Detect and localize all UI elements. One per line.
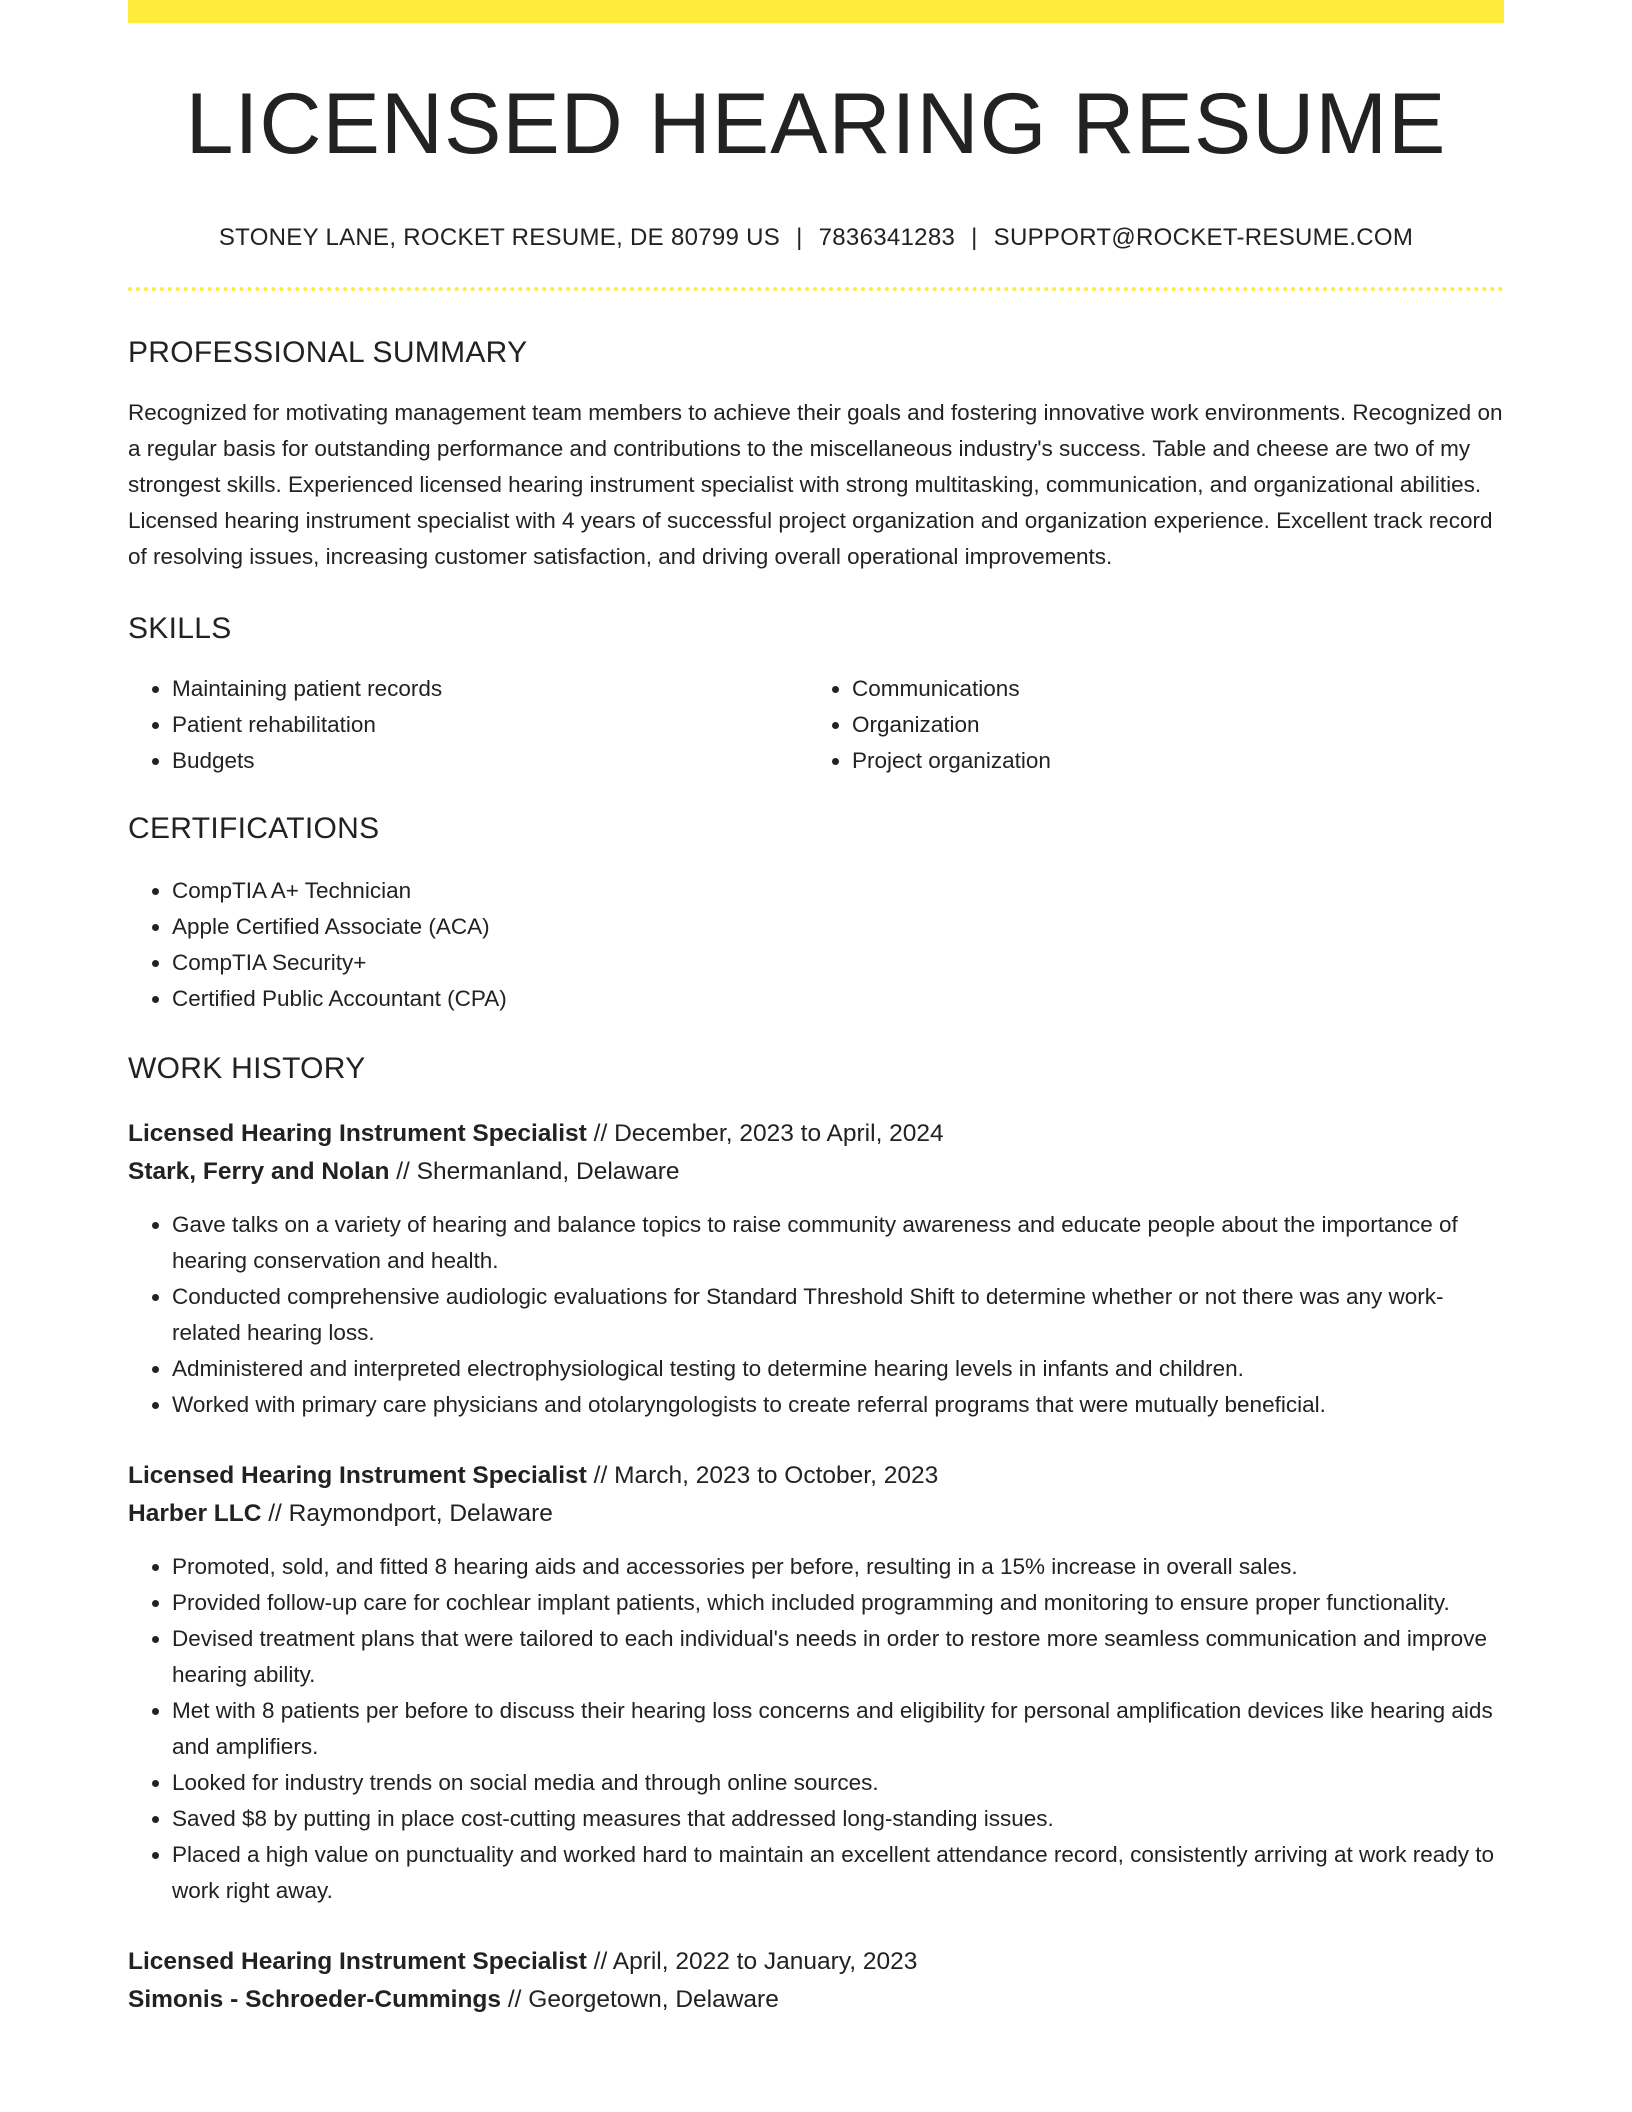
job-bullet: • Devised treatment plans that were tailored to each individual's needs in order to restore more seamless communication and improve hearing ability.	[172, 1621, 1504, 1693]
job-separator: //	[593, 1948, 608, 1975]
summary-heading: PROFESSIONAL SUMMARY	[128, 336, 528, 369]
contact-separator: |	[796, 224, 803, 251]
job-dates: March, 2023 to October, 2023	[614, 1462, 939, 1489]
contact-address: STONEY LANE, ROCKET RESUME, DE 80799 US	[218, 224, 781, 251]
skill-item: • Project organization	[852, 743, 1488, 779]
job-dates: April, 2022 to January, 2023	[612, 1948, 918, 1975]
certification-item: • CompTIA Security+	[172, 945, 1504, 981]
job-separator: //	[593, 1120, 608, 1147]
job-separator: //	[507, 1986, 522, 2013]
job-company: Stark, Ferry and Nolan	[128, 1158, 390, 1185]
resume-page	[128, 0, 1504, 2019]
work-history-heading: WORK HISTORY	[128, 1052, 366, 1085]
job-bullet: • Administered and interpreted electrophysiological testing to determine hearing levels in infants and children.	[172, 1351, 1504, 1387]
job-role-line	[128, 1943, 1504, 1981]
skills-grid	[128, 671, 1504, 779]
job-bullet: • Provided follow-up care for cochlear implant patients, which included programming and monitoring to ensure proper functionality.	[172, 1585, 1504, 1621]
job-entry	[128, 1457, 1504, 1909]
job-separator: //	[593, 1462, 608, 1489]
job-entry	[128, 1115, 1504, 1423]
job-separator: //	[268, 1500, 282, 1527]
job-location: Shermanland, Delaware	[416, 1158, 680, 1185]
job-role: Licensed Hearing Instrument Specialist	[128, 1948, 587, 1975]
certification-item: • CompTIA A+ Technician	[172, 873, 1504, 909]
job-dates: December, 2023 to April, 2024	[614, 1120, 944, 1147]
contact-separator: |	[971, 224, 978, 251]
job-bullet: • Conducted comprehensive audiologic evaluations for Standard Threshold Shift to determine whether or not there was any work-related hearing loss.	[172, 1279, 1504, 1351]
resume-title: LICENSED HEARING RESUME	[185, 76, 1447, 172]
certifications-heading: CERTIFICATIONS	[128, 812, 380, 845]
job-role: Licensed Hearing Instrument Specialist	[128, 1120, 587, 1147]
job-company-line	[128, 1981, 1504, 2019]
certification-item: • Apple Certified Associate (ACA)	[172, 909, 1504, 945]
job-bullets	[128, 1207, 1504, 1423]
job-company-line	[128, 1495, 1504, 1533]
job-bullet: • Looked for industry trends on social media and through online sources.	[172, 1765, 1504, 1801]
job-bullet: • Worked with primary care physicians and otolaryngologists to create referral programs that were mutually beneficial.	[172, 1387, 1504, 1423]
skill-item: • Maintaining patient records	[172, 671, 808, 707]
skills-list-right	[808, 671, 1488, 779]
contact-email: SUPPORT@ROCKET-RESUME.COM	[993, 224, 1414, 251]
job-role-line	[128, 1457, 1504, 1495]
job-location: Georgetown, Delaware	[528, 1986, 779, 2013]
job-company: Simonis - Schroeder-Cummings	[128, 1986, 502, 2013]
skill-item: • Organization	[852, 707, 1488, 743]
job-company: Harber LLC	[128, 1500, 262, 1527]
skills-list-left	[128, 671, 808, 779]
skill-item: • Communications	[852, 671, 1488, 707]
job-location: Raymondport, Delaware	[288, 1500, 553, 1527]
job-role-line	[128, 1115, 1504, 1153]
certification-item: • Certified Public Accountant (CPA)	[172, 981, 1504, 1017]
job-separator: //	[396, 1158, 410, 1185]
dotted-divider	[128, 287, 1504, 291]
certifications-list	[128, 873, 1504, 1017]
job-bullet: • Promoted, sold, and fitted 8 hearing aids and accessories per before, resulting in a 15% increase in overall sales.	[172, 1549, 1504, 1585]
skill-item: • Budgets	[172, 743, 808, 779]
job-role: Licensed Hearing Instrument Specialist	[128, 1462, 587, 1489]
contact-phone: 7836341283	[818, 224, 956, 251]
accent-top-bar	[128, 0, 1504, 23]
contact-line	[128, 224, 1504, 252]
summary-text: Recognized for motivating management team members to achieve their goals and fostering innovative work environments. Recognized on a regular basis for outstanding performance and contributions to the miscellaneous industry's success. Table and cheese are two of my strongest skills. Experienced licensed hearing instrument specialist with strong multitasking, communication, and organizational abilities. Licensed hearing instrument specialist with 4 years of successful project organization and organization experience. Excellent track record of resolving issues, increasing customer satisfaction, and driving overall operational improvements.	[128, 400, 1503, 569]
job-bullets	[128, 1549, 1504, 1909]
skills-heading: SKILLS	[128, 612, 232, 645]
skill-item: • Patient rehabilitation	[172, 707, 808, 743]
job-entry	[128, 1943, 1504, 2019]
job-bullet: • Saved $8 by putting in place cost-cutting measures that addressed long-standing issues.	[172, 1801, 1504, 1837]
job-company-line	[128, 1153, 1504, 1191]
job-bullet: • Placed a high value on punctuality and worked hard to maintain an excellent attendance record, consistently arriving at work ready to work right away.	[172, 1837, 1504, 1909]
job-bullet: • Met with 8 patients per before to discuss their hearing loss concerns and eligibility for personal amplification devices like hearing aids and amplifiers.	[172, 1693, 1504, 1765]
job-bullet: • Gave talks on a variety of hearing and balance topics to raise community awareness and educate people about the importance of hearing conservation and health.	[172, 1207, 1504, 1279]
